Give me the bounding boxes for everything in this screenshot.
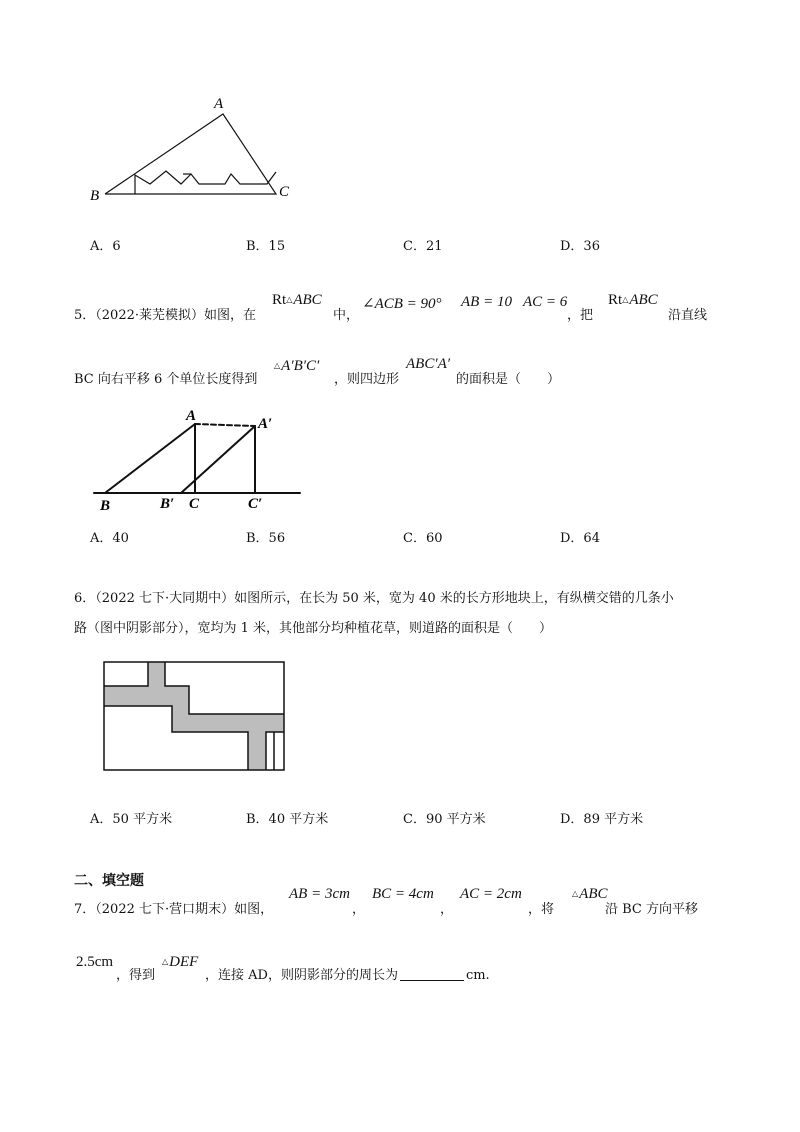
q5-triangle-prime: △A′B′C′ [274,358,320,374]
q7-jiang: ，将 [528,902,555,917]
translation-figure [88,400,308,515]
q5-rt-abc-1: Rt△ABC [272,292,322,308]
answer-blank[interactable] [400,968,464,981]
label-a: A [214,96,224,112]
q7-get: ，得到 [116,968,156,983]
q5-option-c: C．60 [403,531,443,546]
road-shaded [104,662,284,770]
q6-option-a: A．50 平方米 [90,812,173,827]
label-c: C [189,496,200,512]
q5-ac: AC = 6 [523,294,568,310]
triangle-staircase-figure [80,90,310,210]
land-roads-figure [100,658,290,776]
label-c-prime: C′ [248,496,263,512]
q6-line1: 6．（2022 七下·大同期中）如图所示，在长为 50 米，宽为 40 米的长方形地块上，有纵横交错的几条小 [74,591,674,606]
label-b: B [90,188,100,204]
q7-rest: ，连接 AD，则阴影部分的周长为 cm. [205,968,490,983]
q5-then: ，则四边形 [334,372,400,387]
q4-option-a: A．6 [90,239,121,254]
q7-distance: 2.5cm [76,954,114,970]
label-b-prime: B′ [160,496,175,512]
q7-bc: BC = 4cm [372,886,434,902]
q5-option-b: B．56 [246,531,286,546]
q7-ac: AC = 2cm [460,886,522,902]
dashed-aa-prime [195,424,255,426]
q5-rt-abc-2: Rt△ABC [608,292,658,308]
section-heading: 二、填空题 [74,873,144,889]
triangle-outline [105,114,276,194]
q5-zhong: 中， [333,308,360,323]
q4-option-b: B．15 [246,239,286,254]
q7-along: 沿 BC 方向平移 [605,902,699,917]
q7-prefix: 7．（2022 七下·营口期末）如图， [74,902,274,917]
staircase [135,171,276,194]
q5-angle: ∠ACB = 90° [362,296,442,312]
q7-comma-1: ， [352,902,366,917]
q4-option-d: D．36 [560,239,600,254]
q5-area: 的面积是（ ） [456,372,561,387]
label-a: A [186,408,197,424]
q5-option-d: D．64 [560,531,600,546]
q5-prefix: 5．（2022·莱芜模拟）如图，在 [74,308,256,323]
q7-triangle-abc: △ABC [572,886,608,902]
q7-triangle-def: △DEF [162,954,199,970]
q5-ba: ，把 [567,308,594,323]
q5-line2-start: BC 向右平移 6 个单位长度得到 [74,372,258,387]
q7-comma-2: ， [440,902,454,917]
q6-option-c: C．90 平方米 [403,812,486,827]
q5-quad: ABC′A′ [406,356,451,372]
q7-ab: AB = 3cm [289,886,350,902]
q6-option-d: D．89 平方米 [560,812,644,827]
label-c: C [279,184,290,200]
q6-option-b: B．40 平方米 [246,812,329,827]
label-a-prime: A′ [258,416,273,432]
q5-along: 沿直线 [668,308,708,323]
label-b: B [100,498,111,514]
q5-option-a: A．40 [90,531,129,546]
q5-ab: AB = 10 [461,294,512,310]
q4-option-c: C．21 [403,239,443,254]
q6-line2: 路（图中阴影部分），宽均为 1 米，其他部分均种植花草，则道路的面积是（ ） [74,621,553,636]
